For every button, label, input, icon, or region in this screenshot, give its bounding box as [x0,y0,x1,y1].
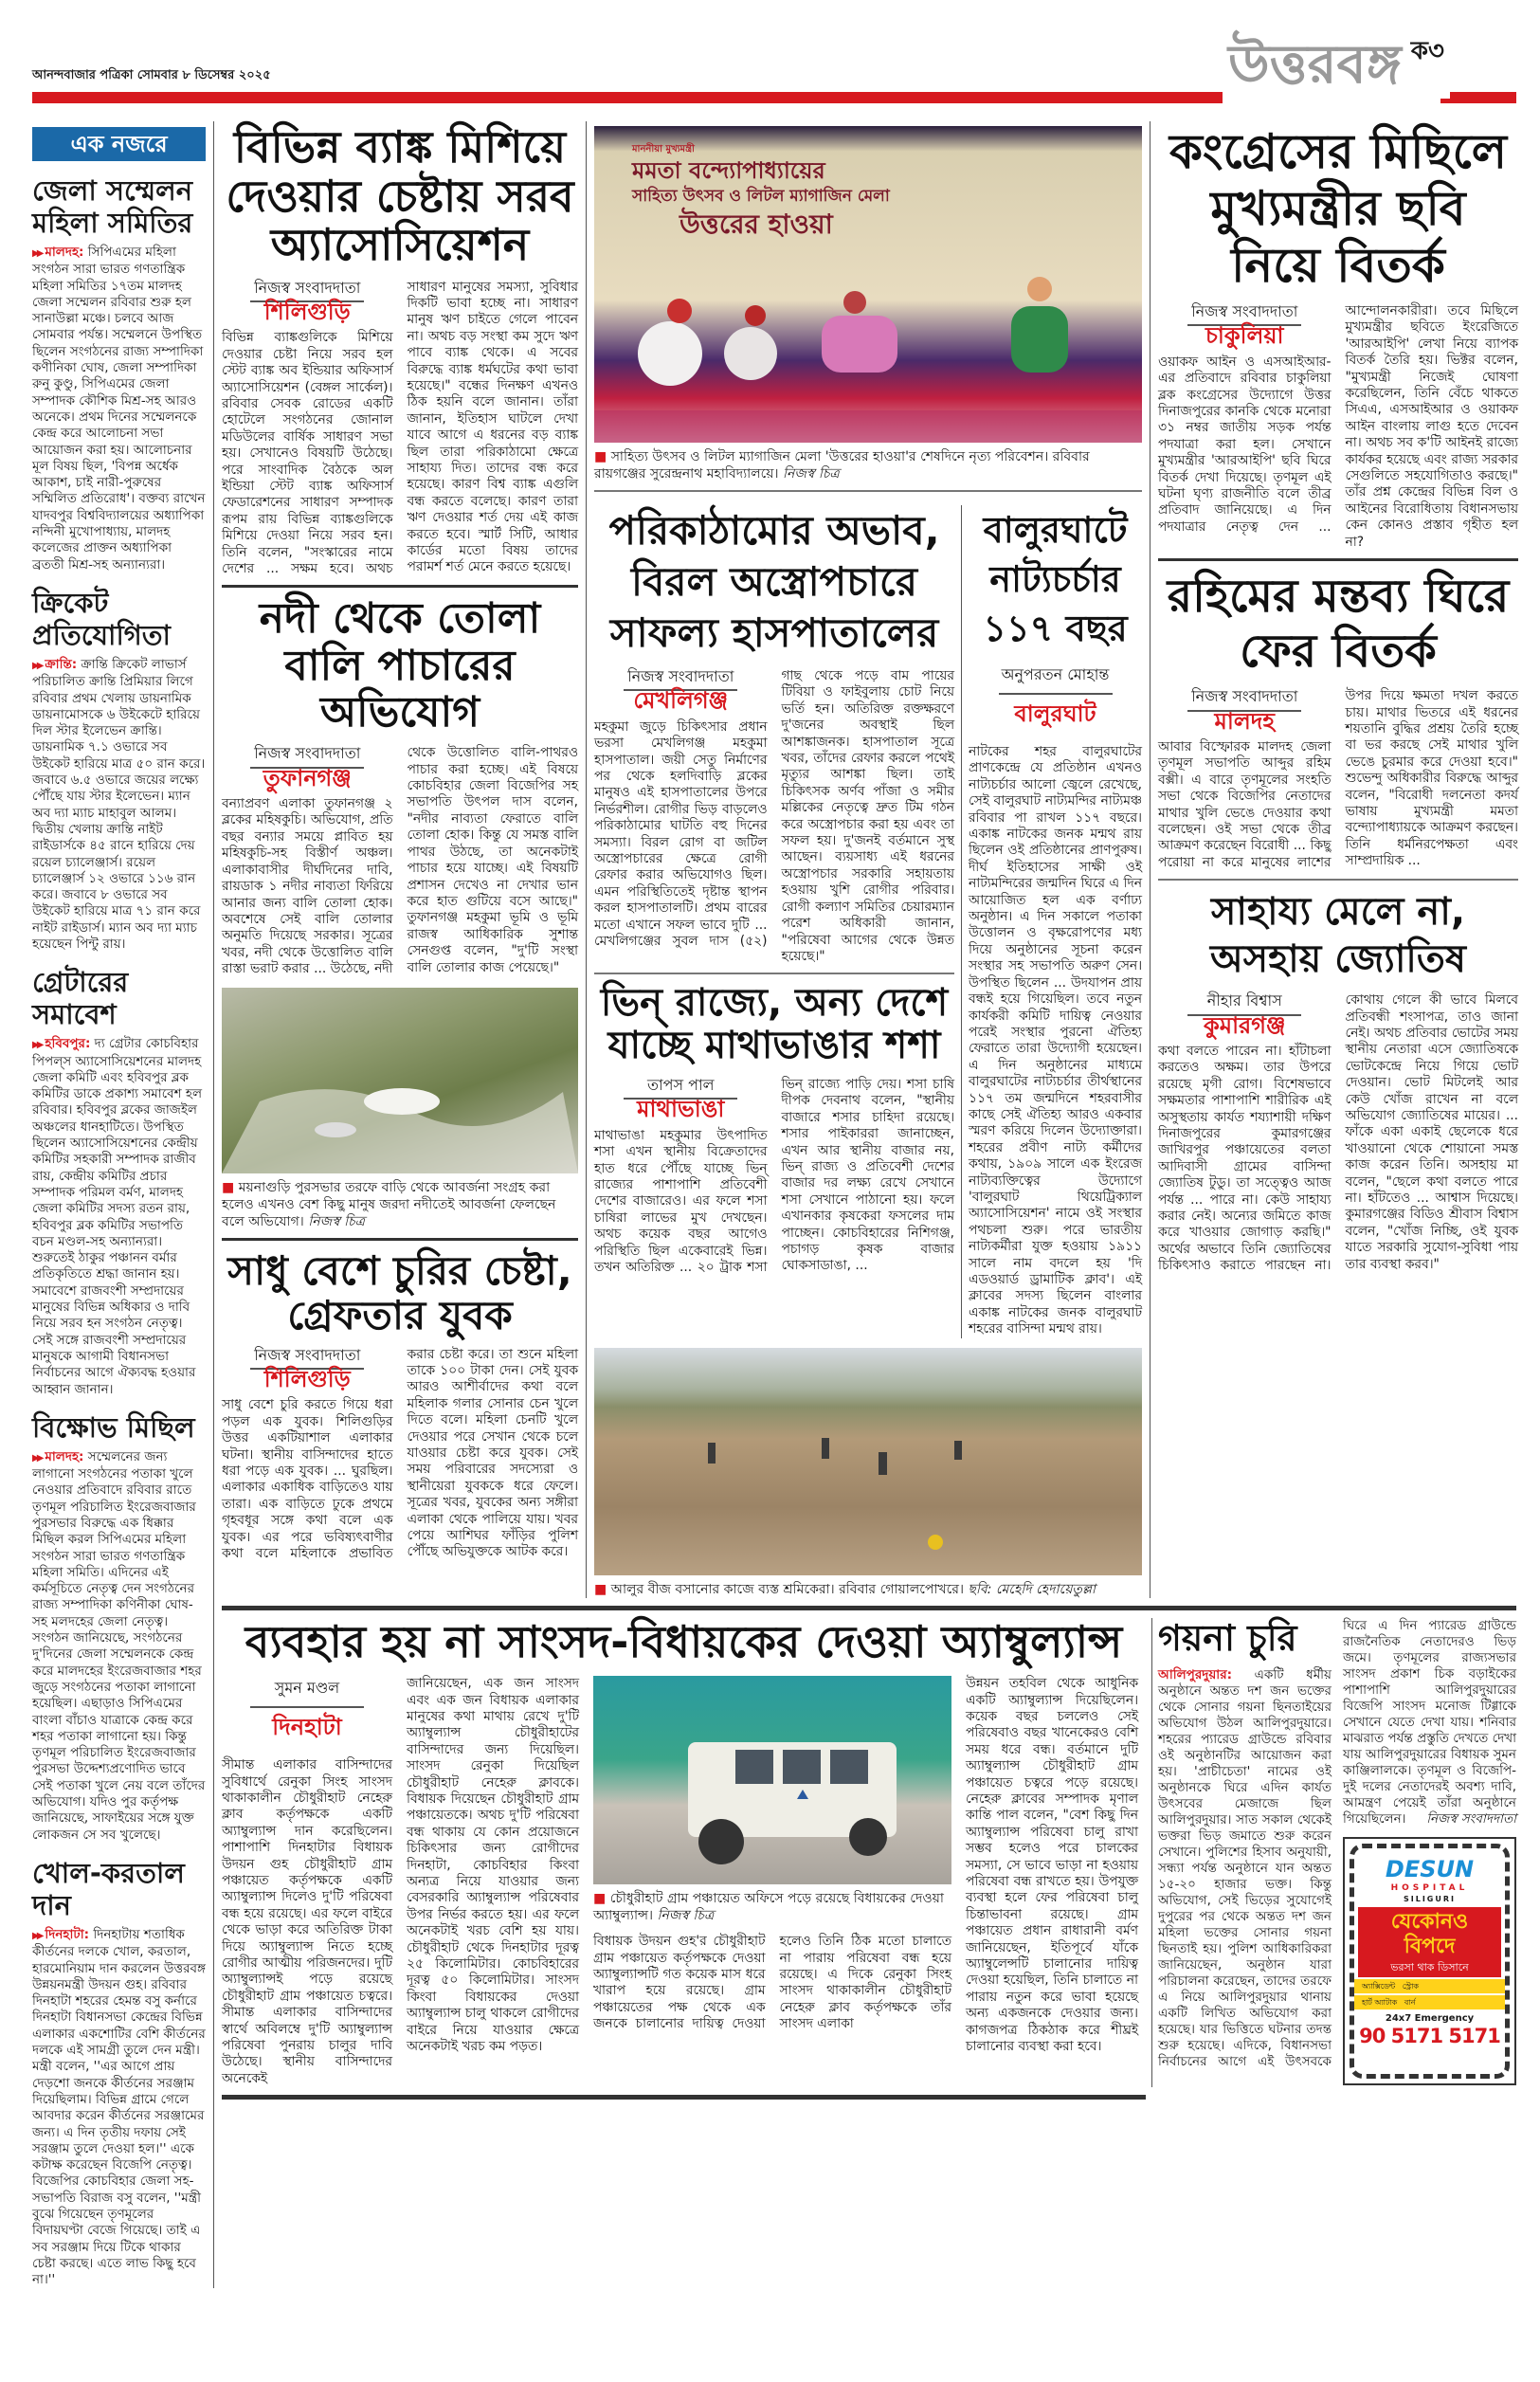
headline-sand: নদী থেকে তোলা বালি পাচারের অভিযোগ [259,594,541,736]
divider [594,490,1142,492]
photo-caption: ■ ময়নাগুড়ি পুরসভার তরফে বাড়ি থেকে আবর্জনা সংগ্রহ করা হলেও এখনও বেশ কিছু মানুষ জরদা নদীতেই আবর্জনা ফেলছেন বলে অভিযোগ। নিজস্ব চিত্র [222,1179,578,1230]
article-cucumber [594,1077,954,1276]
column-rule [213,121,214,2288]
banner-title: উত্তরের হাওয়া [679,209,833,240]
photo-caption: ■ আলুর বীজ বসানোর কাজে ব্যস্ত শ্রমিকেরা। রবিবার গোয়ালপোখরে। ছবি: মেহেদি হেদায়েতুল্লা [594,1581,1142,1598]
article-body: উন্নয়ন তহবিল থেকে আধুনিক একটি অ্যাম্বুল্যান্স দিয়েছিলেন। কয়েক বছর চললেও সেই পরিষেবাও বছর খানেকেরও বেশি সময় ধরে বন্ধ। বর্তমানে দুটি অ্যাম্বুল্যান্স চৌধুরীহাট গ্রাম পঞ্চায়েত চত্বরে পড়ে রয়েছে। নেহেরু ক্লাবের সম্পাদক মৃণাল কান্তি পাল বলেন, "বেশ কিছু দিন অ্যাম্বুল্যান্স পরিষেবা চালু রাখা সম্ভব হলেও পরে চালকের সমস্যা, সে ভাবে ভাড়া না হওয়ায় পরিষেবা বন্ধ রাখতে হয়। উপযুক্ত ব্যবস্থা হলে ফের পরিষেবা চালু চিন্তাভাবনা রয়েছে। গ্রাম পঞ্চায়েত প্রধান রাধারানী বর্মণ জানিয়েছেন, ইতিপূর্বে যাঁকে অ্যাম্বুলেন্সটি চালানোর দায়িত্ব দেওয়া হয়েছিল, তিনি চালাতে না পারায় নতুন করে ভাবা হয়েছে অন্য একজনকে দেওয়ার জন্য। কাগজপত্র ঠিকঠাক করে শীঘ্রই চালানোর ব্যবস্থা করা হবে। [966,1676,1138,2055]
brief-text: ক্রান্তি ক্রিকেট লাভার্স পরিচালিত ক্রান্তি প্রিমিয়ার লিগে রবিবার প্রথম খেলায় ডায়নামিক ডায়নামোসকে ৬ উইকেটে হারিয়ে দিল স্টার ইলেভেন ক্রান্তি। ডায়নামিক ৭.১ ওভারে সব উইকেট হারিয়ে মাত্র ৫০ রান করে। জবাবে ৬.৫ ওভারে জয়ের লক্ষ্যে পৌঁছে যায় স্টার ইলেভেন। ম্যান অব দ্যা ম্যাচ মাহাবুল আলম। দ্বিতীয় খেলায় ক্রান্তি নাইট রাইডার্সকে ৪৫ রানে হারিয়ে দেয় রয়েল চ্যালেঞ্জার্স। রয়েল চ্যালেঞ্জার্স ১২ ওভারে ১১৬ রান করে। জবাবে ৮ ওভারে সব উইকেট হারিয়ে মাত্র ৭১ রান করে নাইট রাইডার্স। ম্যান অব দ্যা ম্যাচ হয়েছেন পিন্টু রায়। [32,656,206,952]
headline-sadhu: সাধু বেশে চুরির চেষ্টা, গ্রেফতার যুবক [227,1246,572,1338]
ad-brand-sub: HOSPITAL [1390,1882,1469,1893]
brief-story [32,1411,206,1844]
banner-line: সাহিত্য উৎসব ও লিটল ম্যাগাজিন মেলা [632,187,890,206]
photo-caption: ■ সাহিত্য উৎসব ও লিটল ম্যাগাজিন মেলা 'উত্তরের হাওয়া'র শেষদিনে নৃত্য পরিবেশন। রবিবার রায়গঞ্জের সুরেন্দ্রনাথ মহাবিদ্যালয়ে। নিজস্ব চিত্র [594,448,1142,482]
ad-brand: DESUN [1385,1855,1475,1882]
brief-place: ▶▶ দিনহাটা: [32,1927,89,1942]
article-body: বন্যাপ্রবণ এলাকা তুফানগঞ্জ ২ ব্লকের মহিষকুচি। অভিযোগ, প্রতি বছর বন্যার সময়ে প্লাবিত হয় মহিষকুচি-সহ বিস্তীর্ণ অঞ্চল। এলাকাবাসীর দীর্ঘদিনের দাবি, রায়ডাক ১ নদীর নাব্যতা ফিরিয়ে আনার জন্য বালি তোলা হোক। অবশেষে সেই বালি তোলার অনুমতি দিয়েছে সরকার। সূত্রের খবর, নদী থেকে উত্তোলিত বালি রাস্তা ভরাট করার ... উঠেছে, নদী থেকে উত্তোলিত বালি-পাথরও পাচার করা হচ্ছে। এই বিষয়ে কোচবিহার জেলা বিজেপির সহ সভাপতি উৎপল দাস বলেন, "নদীর নাব্যতা ফেরাতে বালি তোলা হোক। কিন্তু যে সমস্ত বালি পাথর উঠছে, তা অনেকটাই পাচার হয়ে যাচ্ছে। এই বিষয়টি প্রশাসন দেখেও না দেখার ভান করে হাত গুটিয়ে বসে আছে।" তুফানগঞ্জ মহকুমা ভূমি ও ভূমি রাজস্ব আধিকারিক সুশান্ত সেনগুপ্ত বলেন, "দু'টি সংস্থা বালি তোলার কাজ পেয়েছে।" [222,745,578,977]
divider [222,1238,578,1241]
brief-story [32,174,206,573]
headline-ambulance: ব্যবহার হয় না সাংসদ-বিধায়কের দেওয়া অ্যাম্বুল্যান্স [245,1615,1123,1667]
brief-title: ক্রিকেট প্রতিযোগিতা [32,586,171,651]
page-number: ক৩ [1410,37,1444,65]
ambulance-col-a [222,1676,392,2087]
ad-tape: হার্ট অ্যাটাক বার্ন [1354,1995,1505,2009]
potato-field-photo [594,1348,1142,1575]
byline: নিজস্ব সংবাদদাতা [1158,688,1332,711]
dateline-city: মাথাভাঙা [637,1096,725,1123]
ad-phone[interactable]: 90 5171 5171 [1359,2024,1500,2047]
article-body: কথা বলতে পারেন না। হাঁটাচলা করতেও অক্ষম। তার উপরে রয়েছে মৃগী রোগ। বিশেষভাবে সক্ষমতার পাশাপাশি শারীরিক এই অসুস্থতায় কার্যত শয্যাশায়ী দক্ষিণ দিনাজপুরের কুমারগঞ্জের জাখিরপুর পঞ্চায়েতের বলতা আদিবাসী গ্রামের বাসিন্দা জ্যোতিষ টুডু। তা সত্ত্বেও আজ পর্যন্ত ... পারে না। কেউ সাহায্য করার নেই। অন্যের জমিতে কাজ করে খাওয়ার জোগাড় করছি।" অর্থের অভাবে তিনি জ্যোতিষের চিকিৎসাও করাতে পারছেন না। কোথায় গেলে কী ভাবে মিলবে প্রতিবন্ধী শংসাপত্র, তাও জানা নেই। অথচ প্রতিবার ভোটের সময় স্থানীয় নেতারা এসে জ্যোতিষকে ভোটকেন্দ্রে নিয়ে গিয়ে ভোট দেওয়ান। ভোট মিটলেই আর কেউ খোঁজ রাখেন না বলে অভিযোগ জ্যোতিষের মায়ের। ... ফাঁকে একা একাই ছেলেকে ধরে খাওয়ানো থেকে শোয়ানো সমস্ত কাজ করেন তিনি। অসহায় মা বলেন, "ছেলে কথা বলতে পারে না। হাঁটতেও ... আশ্বাস দিয়েছে। কুমারগঞ্জের বিডিও শ্রীবাস বিশ্বাস বলেন, "খোঁজ নিচ্ছি, ওই যুবক যাতে সরকারি সুযোগ-সুবিধা পায় তার ব্যবস্থা করব।" [1158,992,1518,1274]
center-right [969,500,1142,1338]
headline-jyotish: সাহায্য মেলে না, অসহায় জ্যোতিষ [1210,890,1466,982]
brief-title: খোল-করতাল দান [32,1856,185,1921]
ad-emergency: 24x7 Emergency [1385,2012,1475,2024]
header-red-bar-right [1440,92,1516,103]
banner-top: মাননীয়া মুখ্যমন্ত্রী [632,144,695,155]
article-body: আলিপুরদুয়ার: একটি ধর্মীয় অনুষ্ঠানে অন্তত দশ জন ভক্তের থেকে সোনার গয়না ছিনতাইয়ের অভিযোগ উঠল আলিপুরদুয়ারে। শহরের প্যারেড গ্রাউন্ডে রবিবার ওই অনুষ্ঠানটির আয়োজন করা হয়। 'প্রাচীচেতা' নামের ওই অনুষ্ঠানকে ঘিরে এদিন কার্যত উৎসবের মেজাজে ছিল আলিপুরদুয়ার। সাত সকাল থেকেই ভক্তরা ভিড় জমাতে শুরু করেন সেখানে। পুলিশের হিসাব অনুযায়ী, সন্ধ্যা পর্যন্ত অনুষ্ঠানে যান অন্তত ১৫-২০ হাজার ভক্ত। কিন্তু অভিযোগ, সেই ভিড়ের সুযোগেই দুপুরের পর থেকে অন্তত দশ জন মহিলা ভক্তের সোনার গয়না ছিনতাই হয়। পুলিশ আধিকারিকরা জানিয়েছেন, অনুষ্ঠান যারা পরিচালনা করেছেন, তাদের তরফে এ নিয়ে আলিপুরদুয়ার থানায় একটি লিখিত অভিযোগ করা হয়েছে। যার ভিত্তিতে ঘটনার তদন্ত শুরু হয়েছে। এদিকে, বিধানসভা নির্বাচনের আগে এই উৎসবকে ঘিরে এ দিন প্যারেড গ্রাউন্ডে রাজনৈতিক নেতাদেরও ভিড় জমে। তৃণমূলের রাজ্যসভার সাংসদ প্রকাশ চিক বড়াইকের পাশাপাশি আলিপুরদুয়ারের বিজেপি সাংসদ মনোজ টিগ্গাকে সেখানে যেতে দেখা যায়। শনিবার মাঝরাত পর্যন্ত প্রস্তুতি দেখতে দেখা যায় আলিপুরদুয়ারের বিধায়ক সুমন কাঞ্জিলালকে। তৃণমূল ও বিজেপি- দুই দলের নেতাদেরই অবশ্য দাবি, আমন্ত্রণ পেয়েই তাঁরা অনুষ্ঠানে গিয়েছিলেন। নিজস্ব সংবাদদাতা [1158,1617,1516,2070]
brief-story [32,966,206,1398]
byline: নিজস্ব সংবাদদাতা [1158,303,1332,326]
article-body: মাথাভাঙা মহকুমার উৎপাদিত শসা এখন স্থানীয় বিক্রেতাদের হাত ধরে পৌঁছে যাচ্ছে ভিন্ রাজ্যের পাশাপাশি প্রতিবেশী দেশের বাজারেও। এর ফলে শসা চাষিরা লাভের মুখ দেখছেন। অথচ কয়েক বছর আগেও পরিস্থিতি ছিল একেবারেই ভিন্ন। তখন অতিরিক্ত ... ২০ ট্রাক শসা ভিন্ রাজ্যে পাড়ি দেয়। শসা চাষি দীপক দেবনাথ বলেন, "স্থানীয় বাজারে শসার চাহিদা রয়েছে। শসার পাইকাররা জানাচ্ছেন, এখন আর স্থানীয় বাজার নয়, ভিন্ রাজ্য ও প্রতিবেশী দেশের বাজার দর লক্ষ্য রেখে সেখানে শসা সেখানে পাঠানো হয়। ফলে এখানকার কৃষকেরা ফসলের দাম পাচ্ছেন। কোচবিহারের নিশিগঞ্জ, পচাগড় কৃষক বাজার ঘোকসাডাঙা, ... [594,1076,954,1275]
dateline-city: মেখলিগঞ্জ [633,687,729,715]
article-body: ওয়াকফ আইন ও এসআইআর-এর প্রতিবাদে রবিবার চাকুলিয়া ব্লক কংগ্রেসের উদ্যোগে উত্তর দিনাজপুরের কানকি থেকে মনোরা ৩১ নম্বর জাতীয় সড়ক পর্যন্ত পদযাত্রা করা হল। সেখানে মুখ্যমন্ত্রীর 'আরআইপি' ছবি ঘিরে বিতর্ক দেখা দিয়েছে। তৃণমূল এই ঘটনা ঘৃণ্য রাজনীতি বলে তীব্র প্রতিবাদ জানিয়েছে। এ দিন পদযাত্রার নেতৃত্ব দেন ... আন্দোলনকারীরা। তবে মিছিলে মুখ্যমন্ত্রীর ছবিতে ইংরেজিতে 'আরআইপি' লেখা নিয়ে ব্যাপক বিতর্ক তৈরি হয়। ভিক্টর বলেন, "মুখ্যমন্ত্রী নিজেই ঘোষণা করেছিলেন, তিনি বেঁচে থাকতে সিএএ, এসআইআর ও ওয়াকফ আইন বাংলায় লাগু হতে দেবেন না। অথচ সব ক'টি আইনই রাজ্যে কার্যকর হয়েছে এবং রাজ্য সরকার সেগুলিতে সহযোগিতাও করছে।" তাঁর প্রশ্ন কেন্দ্রের বিভিন্ন বিল ও আইনের বিরোধিতায় বিধানসভায় কেন কোনও প্রস্তাব গৃহীত হল না? [1158,303,1518,550]
header-red-bar [32,92,1223,103]
article-bank [222,280,578,578]
divider [222,1606,1516,1610]
ad-red-panel [1358,1907,1501,1977]
byline: তাপস পাল [594,1077,768,1100]
brief-place: ▶▶ হবিবপুর: [32,1036,90,1051]
brief-title: বিক্ষোভ মিছিল [32,1410,195,1444]
headline-rahim: রহিমের মন্তব্য ঘিরে ফের বিতর্ক [1167,570,1510,679]
divider [594,973,954,974]
headline-congress: কংগ্রেসের মিছিলে মুখ্যমন্ত্রীর ছবি নিয়ে বিতর্ক [1169,124,1508,293]
brief-text: সম্মেলনের জন্য লাগানো সংগঠনের পতাকা খুলে নেওয়ার প্রতিবাদে রবিবার রাতে তৃণমূল পরিচালিত ইংরেজবাজার পুরসভার বিরুদ্ধে এক ধিক্কার মিছিল করল সিপিএমের মহিলা সংগঠন সারা ভারত গণতান্ত্রিক মহিলা সমিতি। এদিনের এই কর্মসূচিতে নেতৃত্ব দেন সংগঠনের রাজ্য সম্পাদিকা কণিনীকা ঘোষ-সহ মলদহের জেলা নেতৃত্ব। সংগঠন জানিয়েছে, সংগঠনের দু'দিনের জেলা সম্মেলনকে কেন্দ্র করে মালদহের ইংরেজবাজার শহর জুড়ে সংগঠনের পতাকা লাগানো হয়েছিল। এছাড়াও সিপিএমের বাংলা বাঁচাও যাত্রাকে কেন্দ্র করে শহর পতাকা লাগানো হয়। কিন্তু তৃণমূল পরিচালিত ইংরেজবাজার পুরসভা উদ্দেশ্যপ্রণোদিত ভাবে সেই পতাকা খুলে নেয় বলে তাঁদের অভিযোগ। যদিও পুর কর্তৃপক্ষ জানিয়েছে, সাফাইয়ের সঙ্গে যুক্ত লোকজন সে সব খুলেছে। [32,1448,206,1843]
ad-headline: যেকোনও বিপদে [1390,1909,1469,1958]
brief-place: ▶▶ ক্রান্তি: [32,657,77,672]
dateline-city: দিনহাটা [272,1714,342,1741]
column-rule [961,505,962,1338]
divider [222,2095,1146,2100]
dancers-illustration [594,126,1142,443]
divider [222,585,578,588]
brief-place: ▶▶ মালদহ: [32,245,83,260]
brief-text: সিপিএমের মহিলা সংগঠন সারা ভারত গণতান্ত্রিক মহিলা সমিতির ১৭তম মালদহ জেলা সম্মেলন রবিবার শুরু হল সানাউল্লা মঞ্চে। চলবে আজ সোমবার পর্যন্ত। সম্মেলনে উপস্থিত ছিলেন সংগঠনের রাজ্য সম্পাদিকা কণীনিকা ঘোষ, জেলা সম্পাদিকা রুনু কুণ্ডু, সিপিএমের জেলা সম্পাদক কৌশিক মিশ্র-সহ আরও অনেকে। প্রথম দিনের সম্মেলনকে কেন্দ্র করে আলোচনা সভা আয়োজন করা হয়। আলোচনার মূল বিষয় ছিল, 'বিপন্ন অর্ধেক আকাশ, চাই নারী-পুরুষের সম্মিলিত প্রতিরোধ'। বক্তব্য রাখেন যাদবপুর বিশ্ববিদ্যালয়ের অধ্যাপিকা নন্দিনী মুখোপাধ্যায়, মালদহ কলেজের প্রাক্তন অধ্যাপিকা ব্রততী মিশ্র-সহ অন্যান্যরা। [32,245,206,573]
headline-hospital: পরিকাঠামোর অভাব, বিরল অস্ত্রোপচারে সাফল্য হাসপাতালের [608,507,940,656]
article-hospital [594,668,954,965]
article-body: বিধায়ক উদয়ন গুহ'র চৌধুরীহাট গ্রাম পঞ্চায়েত কর্তৃপক্ষকে দেওয়া অ্যাম্বুল্যান্সটি গত কয়েক মাস ধরে খারাপ হয়ে রয়েছে। গ্রাম পঞ্চায়েতের পক্ষ থেকে এক জনকে চালানোর দায়িত্ব দেওয়া হলেও তিনি ঠিক মতো চালাতে না পারায় পরিষেবা বন্ধ হয়ে রয়েছে। এ দিকে রেনুকা সিংহ সাংসদ থাকাকালীন চৌধুরীহাট নেহেরু ক্লাব কর্তৃপক্ষকে তাঁর সাংসদ এলাকা [593,1934,951,2032]
article-body: আবার বিস্ফোরক মালদহ জেলা তৃণমূল সভাপতি আব্দুর রহিম বক্সী। এ বারে তৃণমূলের সংহতি সভা থেকে বিজেপির নেতাদের মাথার খুলি ভেঙে দেওয়ার কথা বলেছেন। ওই সভা থেকে তীব্র আক্রমণ করেছেন বিরোধী ... কিছু পরোয়া না করে মানুষের লাশের উপর দিয়ে ক্ষমতা দখল করতে চায়। মাথার ভিতরে এই ধরনের শয়তানি বুদ্ধির প্রশ্রয় তৈরি হচ্ছে বা ভর করছে সেই মাথার খুলি ভেঙে চুরমার করে দেওয়া হবে।" শুভেন্দু অধিকারীর বিরুদ্ধে আব্দুর বলেন, "বিরোধী দলনেতা কদর্য ভাষায় মুখ্যমন্ত্রী মমতা বন্দ্যোপাধ্যায়কে আক্রমণ করছেন। তিনি ধর্মনিরপেক্ষতা এবং সাম্প্রদায়িক ... [1158,688,1518,870]
page-header [0,0,1540,121]
divider [1158,879,1518,881]
headline-bank: বিভিন্ন ব্যাঙ্ক মিশিয়ে দেওয়ার চেষ্টায় সরব অ্যাসোসিয়েশন [226,121,574,271]
article-body: নাটকের শহর বালুরঘাটের প্রাণকেন্দ্রে যে প্রতিষ্ঠান এখনও নাট্যচর্চার আলো জ্বেলে রেখেছে, সেই বালুরঘাট নাট্যমন্দির নাট্যমঞ্চ রবিবার পা রাখল ১১৭ বছরে। একাঙ্ক নাটকের জনক মন্মথ রায় ছিলেন ওই প্রতিষ্ঠানের প্রাণপুরুষ। দীর্ঘ ইতিহাসের সাক্ষী ওই নাট্যমন্দিরের জন্মদিন ঘিরে এ দিন আয়োজিত হল এক বর্ণাঢ্য অনুষ্ঠান। এ দিন সকালে পতাকা উত্তোলন ও বৃক্ষরোপণের মধ্য দিয়ে অনুষ্ঠানের সূচনা করেন সংস্থার সহ সভাপতি অরুণ সেন। উপস্থিত ছিলেন ... উদযাপন প্রায় বন্ধই হয়ে গিয়েছিল। তবে নতুন কার্যকরী কমিটি দায়িত্ব নেওয়ার পরেই সংস্থার পুরনো ঐতিহ্য ফেরাতে তারা উদ্যোগী হয়েছেন। এ দিন অনুষ্ঠানের মাধ্যমে বালুরঘাটের নাট্যচর্চার তীর্থস্থানের ১১৭ তম জন্মদিনে শহরবাসীর কাছে সেই ঐতিহ্য আরও একবার স্মরণ করিয়ে দিলেন উদ্যোক্তারা। শহরের প্রবীণ নাট্য কর্মীদের কথায়, ১৯০৯ সালে এক ইংরেজ নাট্যব্যক্তিত্বের উদ্যোগে 'বালুরঘাট থিয়েট্রিক্যাল অ্যাসোসিয়েশন' নামে ওই সংস্থার পথচলা শুরু। পরে ভারতীয় নাট্যকর্মীরা যুক্ত হওয়ায় ১৯১১ সালে নাম বদলে হয় 'দি এডওয়ার্ড ড্রামাটিক ক্লাব'। এই ক্লাবের সদস্য ছিলেন বাংলার একাঙ্ক নাটকের জনক বালুরঘাট শহরের বাসিন্দা মন্মথ রায়। [969,744,1142,1337]
column-2 [222,121,578,1598]
ad-tape: অ্যাক্সিডেন্ট স্ট্রোক [1354,1979,1505,1993]
bottom-band [222,1615,1516,2088]
main-area [222,121,1516,2288]
divider [1158,558,1518,561]
article-sand [222,745,578,977]
desun-hospital-ad[interactable] [1343,1837,1516,2085]
banner-name: মমতা বন্দ্যোপাধ্যায়ের [632,157,825,184]
section-brand [1223,32,1450,99]
brief-story [32,587,206,953]
brief-place: ▶▶ মালদহ: [32,1449,83,1464]
byline: সুমন মণ্ডল [222,1676,392,1708]
dateline-city: কুমারগঞ্জ [1203,1011,1286,1039]
ad-brand-city: SILIGURI [1403,1894,1456,1903]
center-inner-row [594,500,1142,1338]
column-rule [586,121,587,1598]
article-sadhu [222,1347,578,1563]
dateline-city: চাকুলিয়া [1205,322,1284,350]
article-jewel-theft [1158,1618,1516,2088]
article-body: মহকুমা জুড়ে চিকিৎসার প্রধান ভরসা মেখলিগঞ্জ মহকুমা হাসপাতাল। জয়ী সেতু নির্মাণের পর থেকে হলদিবাড়ি ব্লকের মানুষও এই হাসপাতালের উপরে নির্ভরশীল। রোগীর ভিড় বাড়লেও পরিকাঠামোর ঘাটতি বহু দিনের সমস্যা। বিরল রোগ বা জটিল অস্ত্রোপচারের ক্ষেত্রে রোগী রেফার করার অভিযোগও ছিল। এমন পরিস্থিতিতেই দৃষ্টান্ত স্থাপন করল হাসপাতালটি। প্রথম বারের মতো এখানে সফল ভাবে দুটি ... মেখলিগঞ্জের সুবল দাস (৫২) গাছ থেকে পড়ে বাম পায়ের টিবিয়া ও ফাইবুলায় চোট নিয়ে ভর্তি হন। অতিরিক্ত রক্তক্ষরণে দু'জনের অবস্থাই ছিল আশঙ্কাজনক। হাসপাতাল সূত্রে খবর, তাঁদের রেফার করলে পথেই মৃত্যুর আশঙ্কা ছিল। তাই চিকিৎসক অর্ণব পাঁজা ও সমীর মল্লিকের নেতৃত্বে দ্রুত টিম গঠন করে অস্ত্রোপচার করা হয় এবং তা সফল হয়। দু'জনই বর্তমানে সুস্থ আছেন। ব্যয়সাধ্য এই ধরনের অস্ত্রোপচার সরকারি সহায়তায় হওয়ায় খুশি রোগীর পরিবার। রোগী কল্যাণ সমিতির চেয়ারম্যান পরেশ অধিকারী জানান, "পরিষেবা আগের থেকে উন্নত হয়েছে।" [594,668,954,964]
ambulance-col-c [593,1676,951,2032]
byline: নিজস্ব সংবাদদাতা [222,1347,393,1370]
top-row [222,121,1516,1598]
article-body: জানিয়েছেন, এক জন সাংসদ এবং এক জন বিধায়ক এলাকার মানুষের কথা মাথায় রেখে দু'টি অ্যাম্বুল্যান্স চৌধুরীহাটের বাসিন্দাদের জন্য দিয়েছিল। সাংসদ রেনুকা দিয়েছিল চৌধুরীহাট নেহেরু ক্লাবকে। বিধায়ক দিয়েছেন চৌধুরীহাট গ্রাম পঞ্চায়েতকে। অথচ দু'টি পরিষেবা বন্ধ থাকায় যে কোন প্রয়োজনে চিকিৎসার জন্য রোগীদের দিনহাটা, কোচবিহার কিংবা অন্যত্র নিয়ে যাওয়ার জন্য বেসরকারি অ্যাম্বুল্যান্স পরিষেবার উপর নির্ভর করতে হয়। এর ফলে অনেকটাই খরচ বেশি হয় যায়। চৌধুরীহাট থেকে দিনহাটার দূরত্ব ২৫ কিলোমিটার। কোচবিহারের দূরত্ব ৫০ কিলোমিটার। সাংসদ কিংবা বিধায়কের দেওয়া অ্যাম্বুল্যান্স চালু থাকলে রোগীদের বাইরে নিয়ে যাওয়ার ক্ষেত্রে অনেকটাই খরচ কম পড়ত। [407,1676,579,2055]
headline-cucumber: ভিন্ রাজ্যে, অন্য দেশে যাচ্ছে মাথাভাঙার শশা [600,981,949,1068]
brief-title: গ্রেটারের সমাবেশ [32,966,129,1031]
column-right [1158,121,1518,1598]
brief-body [32,1927,206,2289]
headline-balurghat: বালুরঘাটে নাট্যচর্চার ১১৭ বছর [983,509,1128,649]
dateline-city: শিলিগুড়ি [263,298,351,325]
brief-body [32,245,206,573]
byline: নিজস্ব সংবাদদাতা [222,745,393,768]
article-body: সীমান্ত এলাকার বাসিন্দাদের সুবিধার্থে রেনুকা সিংহ সাংসদ থাকাকালীন চৌধুরীহাট নেহেরু ক্লাব কর্তৃপক্ষকে একটি অ্যাম্বুল্যান্স দান করেছিলেন। পাশাপাশি দিনহাটার বিধায়ক উদয়ন গুহ চৌধুরীহাট গ্রাম পঞ্চায়েত কর্তৃপক্ষকে একটি অ্যাম্বুল্যান্স দিলেও দু'টি পরিষেবা বন্ধ হয়ে রয়েছে। এর ফলে বাইরে থেকে ভাড়া করে অতিরিক্ত টাকা দিয়ে অ্যাম্বুল্যান্স নিতে হচ্ছে রোগীর আত্মীয় পরিজনদের। দুটি অ্যাম্বুল্যান্সই পড়ে রয়েছে চৌধুরীহাট গ্রাম পঞ্চায়েত চত্বরে। সীমান্ত এলাকার বাসিন্দাদের স্বার্থে অবিলম্বে দু'টি অ্যাম্বুল্যান্স পরিষেবা পুনরায় চালুর দাবি উঠেছে। স্থানীয় বাসিন্দাদের অনেকেই [222,1757,392,2086]
brief-text: দ্য গ্রেটার কোচবিহার পিপল্‌স অ্যাসোসিয়েশনের মালদহ জেলা কমিটি এবং হবিবপুর ব্লক কমিটির ডাকে প্রকাশ্য সমাবেশ হল রবিবার। হবিবপুর ব্লকের জাজইল অঞ্চলের ধানহাটিতে। উপস্থিত ছিলেন অ্যাসোসিয়েশনের কেন্দ্রীয় কমিটির সহকারী সম্পাদক রাজীব রায়, কেন্দ্রীয় কমিটির প্রচার সম্পাদক পরিমল বর্মণ, মালদহ জেলা কমিটির সদস্য রতন রায়, হবিবপুর ব্লক কমিটির সভাপতি বচন মণ্ডল-সহ অন্যান্যরা। শুরুতেই ঠাকুর পঞ্চানন বর্মার প্রতিকৃতিতে শ্রদ্ধা জানান হয়। সমাবেশে রাজবংশী সম্প্রদায়ের মানুষের বিভিন্ন অধিকার ও দাবি নিয়ে সরব হন সংগঠন নেতৃত্ব। সেই সঙ্গে রাজবংশী সম্প্রদায়ের মানুষকে আগামী বিধানসভা নির্বাচনের আগে ঐক্যবদ্ধ হওয়ার আহ্বান জানান। [32,1036,203,1397]
brief-body [32,1449,206,1844]
ambulance-columns [222,1676,1146,2087]
brief-body [32,1036,206,1398]
section-logo: উত্তরবঙ্গ [1228,34,1402,96]
jewel-credit: নিজস্ব সংবাদদাতা [1426,1810,1516,1827]
center-left [594,500,954,1338]
ambulance-photo [593,1676,951,1884]
brief-story [32,1857,206,2289]
byline: অনুপরতন মোহান্ত [969,663,1142,695]
brief-body [32,657,206,953]
byline: নিজস্ব সংবাদদাতা [222,280,393,302]
dateline-place: আলিপুরদুয়ার: [1158,1667,1233,1683]
article-ambulance [222,1615,1146,2088]
dateline-city: মালদহ [1214,707,1275,735]
article-rahim [1158,688,1518,871]
column-center [594,121,1142,1598]
sidebar-label: এক নজরে [32,127,206,161]
dateline-city: বালুরঘাট [1014,700,1096,727]
page-body [32,121,1516,2307]
article-congress [1158,303,1518,551]
article-body: সাধু বেশে চুরি করতে গিয়ে ধরা পড়ল এক যুবক। শিলিগুড়ির উত্তর একটিয়াশাল এলাকার ঘটনা। স্থানীয় বাসিন্দাদের হাতে ধরা পড়ে এক যুবক। ... ঘুরছিল। এলাকার একাধিক বাড়িতেও যায় তারা। এক বাড়িতে ঢুকে প্রথমে গৃহবধূর সঙ্গে কথা বলে এক যুবক। এর পরে ভবিষ্যৎবাণীর কথা বলে মহিলাকে প্রভাবিত করার চেষ্টা করে। তা শুনে মহিলা তাকে ১০০ টাকা দেন। সেই যুবক আরও আশীর্বাদের কথা বলে মহিলাক গলার সোনার চেন খুলে দিতে বলে। মহিলা চেনটি খুলে দেওয়ার পরে সেখান থেকে চলে যাওয়ার চেষ্টা করে যুবক। সেই সময় পরিবারের সদস্যেরা ও স্থানীয়েরা যুবককে ধরে ফেলে। সূত্রের খবর, যুবকের অন্য সঙ্গীরা এলাকা থেকে পালিয়ে যায়। খবর পেয়ে আশিঘর ফাঁড়ির পুলিশ পৌঁছে অভিযুক্তকে আটক করে। [222,1346,578,1562]
dateline-city: শিলিগুড়ি [263,1366,351,1392]
ad-tagline: ভরসা থাক ডিসানে [1390,1960,1469,1973]
article-body: বিভিন্ন ব্যাঙ্কগুলিকে মিশিয়ে দেওয়ার চেষ্টা নিয়ে সরব হল স্টেট ব্যাঙ্ক অব ইন্ডিয়ার অফিসার্স অ্যাসোসিয়েশন (বেঙ্গল সার্কেল)। রবিবার সেবক রোডের একটি হোটেলে সংগঠনের জোনাল মডিউলের বার্ষিক সাধারণ সভা হয়। সেখানেও বিষয়টি উঠেছে। পরে সাংবাদিক বৈঠকে অল ইন্ডিয়া স্টেট ব্যাঙ্ক অফিসার্স ফেডারেশনের সাধারণ সম্পাদক রূপম রায় বিভিন্ন ব্যাঙ্কগুলিকে মিশিয়ে দেওয়া নিয়ে সরব হন। তিনি বলেন, "সংস্কারের নামে দেশের ... সক্ষম হবে। অথচ সাধারণ মানুষের সমস্যা, সুবিধার দিকটি ভাবা হচ্ছে না। সাধারণ মানুষ ঋণ চাইতে গেলে পাবেন না। অথচ বড় সংস্থা কম সুদে ঋণ পাবে ব্যাঙ্ক থেকে। এ সবের বিরুদ্ধে ব্যাঙ্ক ধর্মঘটের কথা ভাবা হয়েছে।" বন্ধের দিনক্ষণ এখনও ঠিক হয়নি বলে জানান। তাঁরা জানান, ইতিহাস ঘাটলে দেখা যাবে আগে এ ধরনের বড় ব্যাঙ্ক ছিল তারা পরিকাঠামো ক্ষেত্রে সাহায্য দিত। তাদের বন্ধ করে হয়েছে। কারণ বিশ্ব ব্যাঙ্ক এগুলি বন্ধ করতে বলেছে। কারণ তারা ঋণ দেওয়ার শর্ত দেয় এই কাজ করতে হবে। স্মার্ট সিটি, আধার কার্ডের মতো বিষয় তাদের পরামর্শ শর্ত মেনে করতে হয়েছে। [222,279,578,577]
article-jyotish [1158,992,1518,1275]
photo-caption: ■ চৌধুরীহাট গ্রাম পঞ্চায়েত অফিসে পড়ে রয়েছে বিধায়কের দেওয়া অ্যাম্বুল্যান্স। নিজস্ব চিত্র [593,1890,951,1924]
stage-dance-photo [594,126,1142,443]
byline: নীহার বিশ্বাস [1158,992,1332,1015]
headline-jewel-theft: গয়না চুরি [1158,1616,1297,1659]
brief-text: দিনহাটায় শতাধিক কীর্তনের দলকে খোল, করতাল, হারমোনিয়াম দান করলেন উত্তরবঙ্গ উন্নয়নমন্ত্রী উদয়ন গুহ। রবিবার দিনহাটা শহরের হেমন্ত বসু কর্নারে দিনহাটা বিধানসভা কেন্দ্রের বিভিন্ন এলাকার একশোটির বেশি কীর্তনের দলকে এই সামগ্রী তুলে দেন মন্ত্রী। মন্ত্রী বলেন, ''এর আগে প্রায় দেড়শো জনকে কীর্তনের সরঞ্জাম দিয়েছিলাম। বিভিন্ন গ্রামে গেলে আবদার করেন কীর্তনের সরঞ্জামের জন্য। এ দিন তৃতীয় দফায় সেই সরঞ্জাম তুলে দেওয়া হল।'' একে কটাক্ষ করেছেন বিজেপি নেতৃত্ব। বিজেপির কোচবিহার জেলা সহ-সভাপতি বিরাজ বসু বলেন, ''মন্ত্রী বুঝে গিয়েছেন তৃণমূলের বিদায়ঘণ্টা বেজে গিয়েছে। তাই এ সব সরঞ্জাম দিয়ে টিকে থাকার চেষ্টা করছে। এতে লাভ কিছু হবে না।'' [32,1926,206,2288]
column-rule [1151,1618,1152,2088]
sidebar-briefs [32,121,206,2288]
brief-title: জেলা সম্মেলন মহিলা সমিতির [32,174,193,239]
masthead-date: আনন্দবাজার পত্রিকা সোমবার ৮ ডিসেম্বর ২০২৫ [32,68,271,82]
dateline-city: তুফানগঞ্জ [263,764,352,791]
river-garbage-photo [222,988,578,1173]
byline: নিজস্ব সংবাদদাতা [594,668,768,691]
